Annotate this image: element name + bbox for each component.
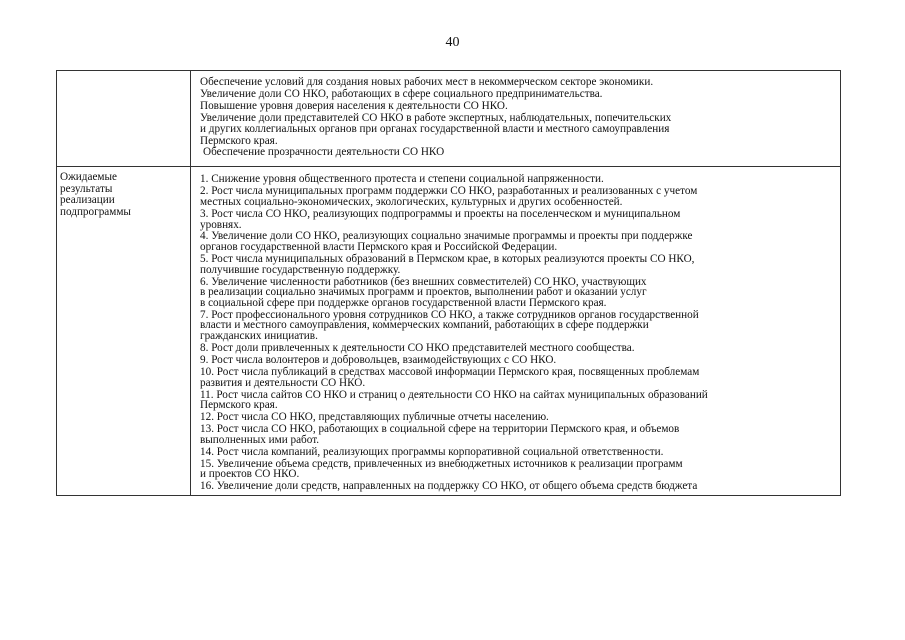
table-row-goals <box>57 71 841 167</box>
row-content-cell <box>191 71 841 167</box>
row-label-cell <box>57 167 191 496</box>
list-item: 14. Рост числа компаний, реализующих программы корпоративной социальной ответственности. <box>200 445 664 458</box>
list-item: 12. Рост числа СО НКО, представляющих публичные отчеты населению. <box>200 411 549 424</box>
list-item: 10. Рост числа публикаций в средствах массовой информации Пермского края, посвященных проблемам развития и деятельности СО НКО. <box>200 365 700 389</box>
goals-list <box>191 71 840 166</box>
list-item: 2. Рост числа муниципальных программ поддержки СО НКО, разработанных и реализованных с учетом местных социально-экономических, экологических, культурных и других особенностей. <box>200 185 698 208</box>
list-item: 13. Рост числа СО НКО, работающих в социальной сфере на территории Пермского края, и объемов выполненных ими работ. <box>200 423 680 446</box>
list-item: Увеличение доли представителей СО НКО в работе экспертных, наблюдательных, попечительских и других коллегиальных органов при органах государственной власти и местного самоуправления Пермского края. <box>200 111 672 147</box>
list-item: 15. Увеличение объема средств, привлеченных из внебюджетных источников к реализации программ и проектов СО НКО. <box>200 457 683 481</box>
list-item: 3. Рост числа СО НКО, реализующих подпрограммы и проекты на поселенческом и муниципальном уровнях. <box>200 207 681 231</box>
row-label-cell <box>57 71 191 167</box>
list-item: 8. Рост доли привлеченных к деятельности СО НКО представителей местного сообщества. <box>200 341 635 354</box>
page-number: 40 <box>445 35 460 50</box>
list-item: 16. Увеличение доли средств, направленных на поддержку СО НКО, от общего объема средств бюджета <box>200 480 698 493</box>
list-item: 9. Рост числа волонтеров и добровольцев, взаимодействующих с СО НКО. <box>200 353 557 366</box>
table-row-expected-results <box>57 167 841 496</box>
document-table <box>56 70 841 496</box>
list-item: 4. Увеличение доли СО НКО, реализующих социально значимые программы и проекты при поддержке органов государственной власти Пермского края и Российской Федерации. <box>200 230 693 254</box>
list-item: 1. Снижение уровня общественного протеста и степени социальной напряженности. <box>200 173 604 186</box>
list-item: Увеличение доли СО НКО, работающих в сфере социального предпринимательства. <box>200 87 603 100</box>
row-label <box>57 71 190 76</box>
results-list <box>191 167 840 495</box>
list-item: 5. Рост числа муниципальных образований в Пермском крае, в которых реализуются проекты СО НКО, получившие государственную поддержку. <box>200 253 695 276</box>
list-item: Повышение уровня доверия населения к деятельности СО НКО. <box>200 99 508 112</box>
row-label-expected-results: Ожидаемые результаты реализации подпрограммы <box>60 171 131 218</box>
list-item: 7. Рост профессионального уровня сотрудников СО НКО, а также сотрудников органов государственной власти и местного самоуправления, коммерческих компаний, работающих в сфере поддержки гражданских инициатив. <box>200 308 699 342</box>
row-content-cell <box>191 167 841 496</box>
list-item: Обеспечение условий для создания новых рабочих мест в некоммерческом секторе экономики. <box>200 76 654 88</box>
list-item: 11. Рост числа сайтов СО НКО и страниц о деятельности СО НКО на сайтах муниципальных образований Пермского края. <box>200 388 708 412</box>
list-item: 6. Увеличение численности работников (без внешних совместителей) СО НКО, участвующих в реализации социально значимых программ и проектов, выполнении работ и оказании услуг в социальной сфере при поддержке органов государственной власти Пермского края. <box>200 275 647 309</box>
list-item: Обеспечение прозрачности деятельности СО НКО <box>203 146 445 159</box>
